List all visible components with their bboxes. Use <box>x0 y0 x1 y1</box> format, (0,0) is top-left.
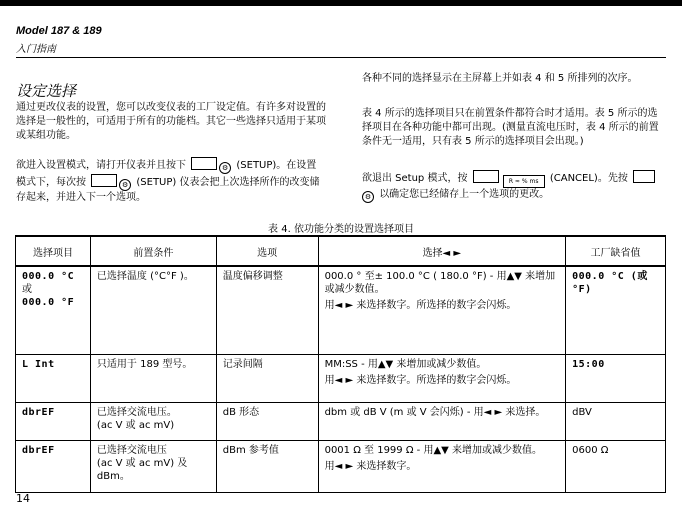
item-display-f: 000.0 °F <box>22 297 75 308</box>
row-condition: 只适用于 189 型号。 <box>90 354 216 402</box>
settings-table <box>15 235 666 493</box>
selection-line-2: 用◄ ► 来选择数字。所选择的数字会闪烁。 <box>324 374 517 386</box>
setup-text-b: (SETUP)。在设置模式下，每次按 <box>16 160 317 188</box>
header-selection: 选择◄ ► <box>318 236 566 266</box>
setup-text-a: 欲进入设置模式，请打开仪表并且按下 <box>16 160 186 171</box>
header-subtitle: 入门指南 <box>16 44 56 55</box>
row-default: 000.0 °C (或 °F) <box>566 266 666 354</box>
row-condition: 已选择温度 (°C°F )。 <box>90 266 216 354</box>
item-or: 或 <box>22 284 32 295</box>
table-row <box>16 440 666 492</box>
store-gear-icon: ⚙ <box>362 191 374 203</box>
right-paragraph-1: 各种不同的选择显示在主屏幕上并如表 4 和 5 所排列的次序。 <box>362 73 638 84</box>
setup-paragraph <box>16 157 326 205</box>
setup-key-icon-2 <box>91 174 117 187</box>
store-key-icon <box>633 170 655 183</box>
header-precondition: 前置条件 <box>90 236 216 266</box>
row-condition <box>90 440 216 492</box>
top-bar <box>0 0 682 6</box>
row-selection <box>318 440 566 492</box>
cancel-text-a: 欲退出 Setup 模式，按 <box>362 173 468 184</box>
header-option: 选项 <box>216 236 318 266</box>
range-key-icon: R ≈ % ms <box>503 175 545 188</box>
row-item: dbrEF <box>16 402 91 440</box>
table-row <box>16 402 666 440</box>
row-item: dbrEF <box>16 440 91 492</box>
right-paragraph-3 <box>362 170 662 203</box>
selection-line-1: 0001 Ω 至 1999 Ω - 用▲▼ 来增加或减少数值。 <box>324 444 542 456</box>
row-option: 温度偏移调整 <box>216 266 318 354</box>
setup-gear-icon-2: ⚙ <box>119 179 131 191</box>
condition-line-2: (ac V 或 ac mV) 及 <box>96 457 188 469</box>
setup-gear-icon: ⚙ <box>219 162 231 174</box>
table-row <box>16 354 666 402</box>
selection-line-2: 用◄ ► 来选择数字。所选择的数字会闪烁。 <box>324 300 517 311</box>
selection-line-2: 用◄ ► 来选择数字。 <box>324 460 417 472</box>
page-number: 14 <box>16 492 30 505</box>
table-header-row <box>16 236 666 266</box>
row-default: 15:00 <box>566 354 666 402</box>
right-paragraph-2: 表 4 所示的选择项目只在前置条件都符合时才适用。表 5 所示的选择项目在各种功能中都可出现。(测量直流电压时，表 4 所示的前置条件无一适用，只有表 5 所示的选择项目会出现。) <box>362 108 659 147</box>
row-option: dB 形态 <box>216 402 318 440</box>
row-item: L Int <box>16 354 91 402</box>
section-title: 设定选择 <box>16 82 77 100</box>
selection-line-1: MM:SS - 用▲▼ 来增加或减少数值。 <box>324 358 487 370</box>
setup-text-c: (SETUP) 仪表会把上次选择所作的改变储存起来，并进入下一个选项。 <box>16 177 320 203</box>
row-default: 0600 Ω <box>566 440 666 492</box>
selection-line-1: dbm 或 dB V (m 或 V 会闪烁) - 用◄ ► 来选择。 <box>324 406 546 418</box>
table-title: 表 4. 依功能分类的设置选择项目 <box>268 224 414 235</box>
condition-line-1: 已选择交流电压 <box>96 444 167 456</box>
condition-line-1: 已选择交流电压。 <box>96 406 177 418</box>
row-default: dBV <box>566 402 666 440</box>
header-rule <box>16 57 666 58</box>
intro-paragraph: 通过更改仪表的设置，您可以改变仪表的工厂设定值。有许多对设置的选择是一般性的，可适用于所有的功能档。其它一些选择只适用于某项或某组功能。 <box>16 102 326 141</box>
cancel-text-c: 以确定您已经储存上一个选项的更改。 <box>379 189 550 200</box>
header-select-item: 选择项目 <box>16 236 91 266</box>
header-default: 工厂缺省值 <box>566 236 666 266</box>
table-row <box>16 266 666 354</box>
row-selection <box>318 266 566 354</box>
row-condition <box>90 402 216 440</box>
cancel-key-icon <box>473 170 499 183</box>
row-item <box>16 266 91 354</box>
item-display-c: 000.0 °C <box>22 271 75 282</box>
condition-line-3: dBm。 <box>96 470 130 482</box>
row-selection <box>318 354 566 402</box>
row-option: dBm 参考值 <box>216 440 318 492</box>
row-selection <box>318 402 566 440</box>
setup-key-icon <box>191 157 217 170</box>
row-option: 记录间隔 <box>216 354 318 402</box>
header-model: Model 187 & 189 <box>16 25 102 37</box>
selection-line-1: 000.0 ° 至± 100.0 °C ( 180.0 °F) - 用▲▼ 来增加或减少数值。 <box>324 271 556 295</box>
cancel-text-b: (CANCEL)。先按 <box>549 173 628 184</box>
condition-line-2: (ac V 或 ac mV) <box>96 419 175 431</box>
